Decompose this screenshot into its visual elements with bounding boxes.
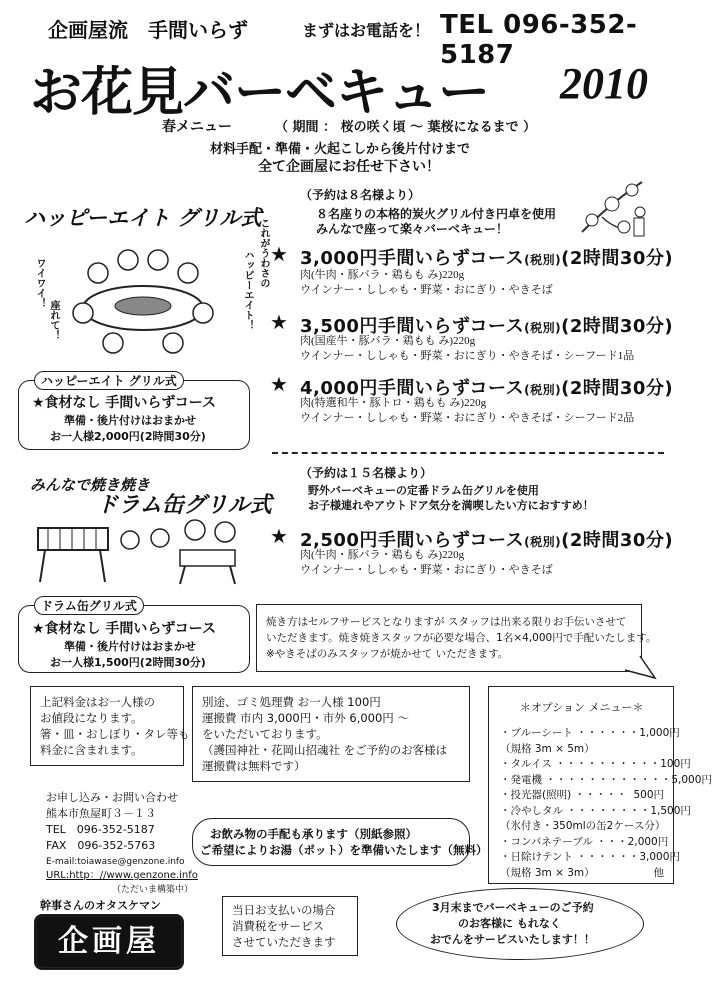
price-note-line-4: 料金に含まれます。: [40, 743, 143, 757]
self-service-line-2: いただきます。焼き焼きスタッフが必要な場合、1名×4,000円で手配いたします。: [266, 632, 657, 644]
contact-tel[interactable]: TEL 096-352-5187: [46, 823, 155, 836]
course-star: ★: [270, 372, 288, 396]
course-time: (2時間30分): [561, 316, 674, 337]
fees-line-3: をいただいております。: [202, 727, 328, 741]
drum-box-line-2: 準備・後片付けはおまかせ: [64, 640, 196, 653]
course-star: ★: [270, 310, 288, 334]
tax-service-line-1: 当日お支払いの場合: [232, 903, 336, 917]
happy-eight-heading: ハッピーエイト グリル式: [24, 206, 262, 230]
option-price: 100円: [660, 758, 691, 770]
drum-note-title: （予約は１５名様より）: [300, 466, 433, 480]
page-title: お花見バーベキュー: [30, 63, 490, 123]
course-price: 2,500円手間いらずコース: [300, 530, 525, 551]
course-4000-line-2: ウインナー・ししゃも・野菜・おにぎり・やきそば・シーフード2品: [300, 412, 635, 424]
drum-box-tag: ドラム缶グリル式: [34, 596, 144, 615]
happy-eight-note-title: （予約は８名様より）: [300, 188, 421, 202]
option-name: ・発電機 ・・・・・・・・・・・・: [500, 773, 672, 786]
option-price: 3,000円: [639, 851, 680, 863]
company-logo: [34, 914, 184, 970]
course-price: 4,000円手間いらずコース: [300, 378, 525, 399]
option-row: [500, 726, 680, 742]
phone-number[interactable]: TEL 096-352-5187: [440, 10, 638, 70]
option-price: 他: [653, 866, 664, 879]
call-first-text: まずはお電話を！: [302, 21, 431, 40]
course-time: (2時間30分): [561, 378, 674, 399]
cherry-blossom-illustration: [572, 172, 652, 242]
drinks-line-2: ご希望によりお湯（ポット）を準備いたします（無料）: [200, 843, 488, 857]
tax-service-line-2: 消費税をサービス: [232, 919, 324, 933]
course-3000-line-2: ウインナー・ししゃも・野菜・おにぎり・やきそば: [300, 284, 553, 296]
drum-note-line-2: お子様連れやアウトドア気分を満喫したい方におすすめ！: [308, 499, 594, 512]
happy-eight-note-line-1: ８名座りの本格的炭火グリル付き円卓を使用: [316, 207, 557, 221]
tax-service-line-3: させていただきます: [232, 935, 336, 949]
course-2500-line-2: ウインナー・ししゃも・野菜・おにぎり・やきそば: [300, 564, 553, 576]
happy-eight-box-line-2: 準備・後片付けはおまかせ: [64, 414, 196, 427]
option-price: 2,000円: [627, 835, 669, 848]
option-name: （規格 3m × 3m）: [500, 866, 595, 879]
price-note-line-1: 上記料金はお一人様の: [40, 695, 155, 709]
option-row: [500, 757, 691, 773]
oden-line-1: 3月末までバーベキューのご予約: [432, 901, 594, 914]
option-name: ・ブルーシート ・・・・・・: [500, 727, 640, 739]
bubble-right-1: これがうわさの: [258, 218, 269, 288]
option-row: [500, 773, 712, 789]
option-price: 1,000円: [639, 727, 680, 739]
contact-address: 熊本市魚屋町３－１３: [46, 807, 156, 820]
contact-url[interactable]: URL:http：//www.genzone.info: [46, 870, 198, 881]
course-tax: (税別): [524, 253, 562, 267]
bubble-left-2: 座れて！: [48, 300, 59, 340]
slogan: 幹事さんのオタスケマン: [40, 899, 161, 912]
option-name: ・日除けテント ・・・・・・: [500, 851, 640, 863]
option-row: [500, 788, 664, 804]
drum-note-line-1: 野外バーベキューの定番ドラム缶グリルを使用: [308, 484, 539, 497]
fees-line-5: 運搬費は無料です）: [202, 759, 306, 773]
bbq-table-illustration: [58, 238, 228, 358]
fees-line-1: 別途、ゴミ処理費 お一人様 100円: [202, 695, 381, 709]
option-price: 1,500円: [650, 804, 691, 817]
option-row: [500, 850, 680, 866]
spring-menu-label: 春メニュー: [162, 119, 232, 135]
course-price: 3,000円手間いらずコース: [300, 248, 525, 269]
option-name: ・タルイス ・・・・・・・・・・: [500, 758, 661, 770]
intro-line-1: 材料手配・準備・火起こしから後片付けまで: [210, 142, 471, 157]
drinks-line-1: お飲み物の手配も承ります（別紙参照）: [210, 827, 417, 841]
drum-box-line-3: お一人様1,500円(2時間30分): [50, 656, 206, 669]
option-name: （氷付き・350mlの缶2ケース分）: [500, 820, 666, 832]
options-title: ＊オプション メニュー＊: [520, 701, 644, 714]
course-time: (2時間30分): [561, 530, 674, 551]
contact-email[interactable]: E-mail:toiawase@genzone.info: [46, 857, 185, 867]
price-note-line-3: 箸・皿・おしぼり・タレ等も: [40, 727, 190, 741]
course-3000-line-1: 肉(牛肉・豚バラ・鶏もも み)220g: [300, 269, 465, 281]
self-service-line-1: 焼き方はセルフサービスとなりますが スタッフは出来る限りお手伝いさせて: [266, 616, 627, 628]
section-divider: [272, 452, 664, 454]
intro-line-2: 全て企画屋にお任せ下さい！: [258, 159, 440, 175]
option-name: ・投光器(照明) ・・・・・: [500, 789, 628, 801]
contact-url-note: （ただいま構築中）: [112, 885, 194, 895]
logo-text: 企画屋: [58, 924, 160, 959]
option-name: （規格 3m × 5m）: [500, 742, 595, 755]
course-4000-line-1: 肉(特選和牛・豚トロ・鶏もも み)220g: [300, 397, 487, 409]
option-price: 5,000円: [671, 773, 712, 786]
course-price: 3,500円手間いらずコース: [300, 316, 525, 337]
contact-title: お申し込み・お問い合わせ: [46, 791, 178, 804]
options-list: [500, 726, 712, 881]
self-service-line-3: ※やきそばのみスタッフが焼かせて いただきます。: [266, 648, 509, 660]
course-tax: (税別): [524, 383, 562, 397]
option-row: [500, 866, 664, 882]
course-star: ★: [270, 242, 288, 266]
contact-fax: FAX 096-352-5763: [46, 839, 156, 852]
option-row: [500, 742, 664, 758]
period-text: （ 期間 ： 桜の咲く頃 ～ 葉桜になるまで ）: [275, 120, 537, 135]
option-name: ・冷やしタル ・・・・・・・・: [500, 804, 651, 817]
year-label: 2010: [560, 59, 648, 108]
drum-grill-illustration: [30, 510, 255, 590]
happy-eight-box-line-3: お一人様2,000円(2時間30分): [50, 430, 206, 443]
happy-eight-note-line-2: みんなで座って楽々バーベキュー！: [316, 222, 509, 236]
bubble-left-1: ワイワイ！: [34, 258, 45, 308]
fees-line-4: （護国神社・花岡山招魂社 をご予約のお客様は: [202, 743, 448, 757]
self-service-tail: [625, 656, 665, 684]
course-tax: (税別): [524, 535, 562, 549]
oden-line-3: おでんをサービスいたします！！: [430, 933, 595, 946]
drum-heading-2: ドラム缶グリル式: [96, 493, 272, 518]
option-row: [500, 819, 664, 835]
fees-line-2: 運搬費 市内 3,000円・市外 6,000円 ～: [202, 711, 409, 725]
happy-eight-box-tag: ハッピーエイト グリル式: [34, 371, 184, 390]
course-time: (2時間30分): [561, 248, 674, 269]
course-3500-line-1: 肉(国産牛・豚バラ・鶏もも み)220g: [300, 335, 476, 347]
course-3500-line-2: ウインナー・ししゃも・野菜・おにぎり・やきそば・シーフード1品: [300, 350, 635, 362]
drum-box-line-1: ★食材なし 手間いらずコース: [32, 621, 217, 637]
option-row: [500, 804, 691, 820]
option-price: 500円: [633, 789, 664, 801]
course-star: ★: [270, 524, 288, 548]
bubble-right-2: ハッピーエイト！: [242, 250, 253, 330]
price-note-line-2: お値段になります。: [40, 711, 143, 725]
oden-line-2: のお客様に もれなく: [458, 917, 561, 930]
option-name: ・コンパネテーブル ・・・: [500, 835, 628, 848]
drum-heading-1: みんなで焼き焼き: [30, 476, 151, 494]
course-2500-line-1: 肉(牛肉・豚バラ・鶏もも み)220g: [300, 549, 465, 561]
course-3000-title: [300, 244, 673, 270]
option-row: [500, 835, 669, 851]
happy-eight-box-line-1: ★食材なし 手間いらずコース: [32, 395, 217, 411]
course-tax: (税別): [524, 321, 562, 335]
tagline: 企画屋流 手間いらず: [48, 18, 248, 42]
